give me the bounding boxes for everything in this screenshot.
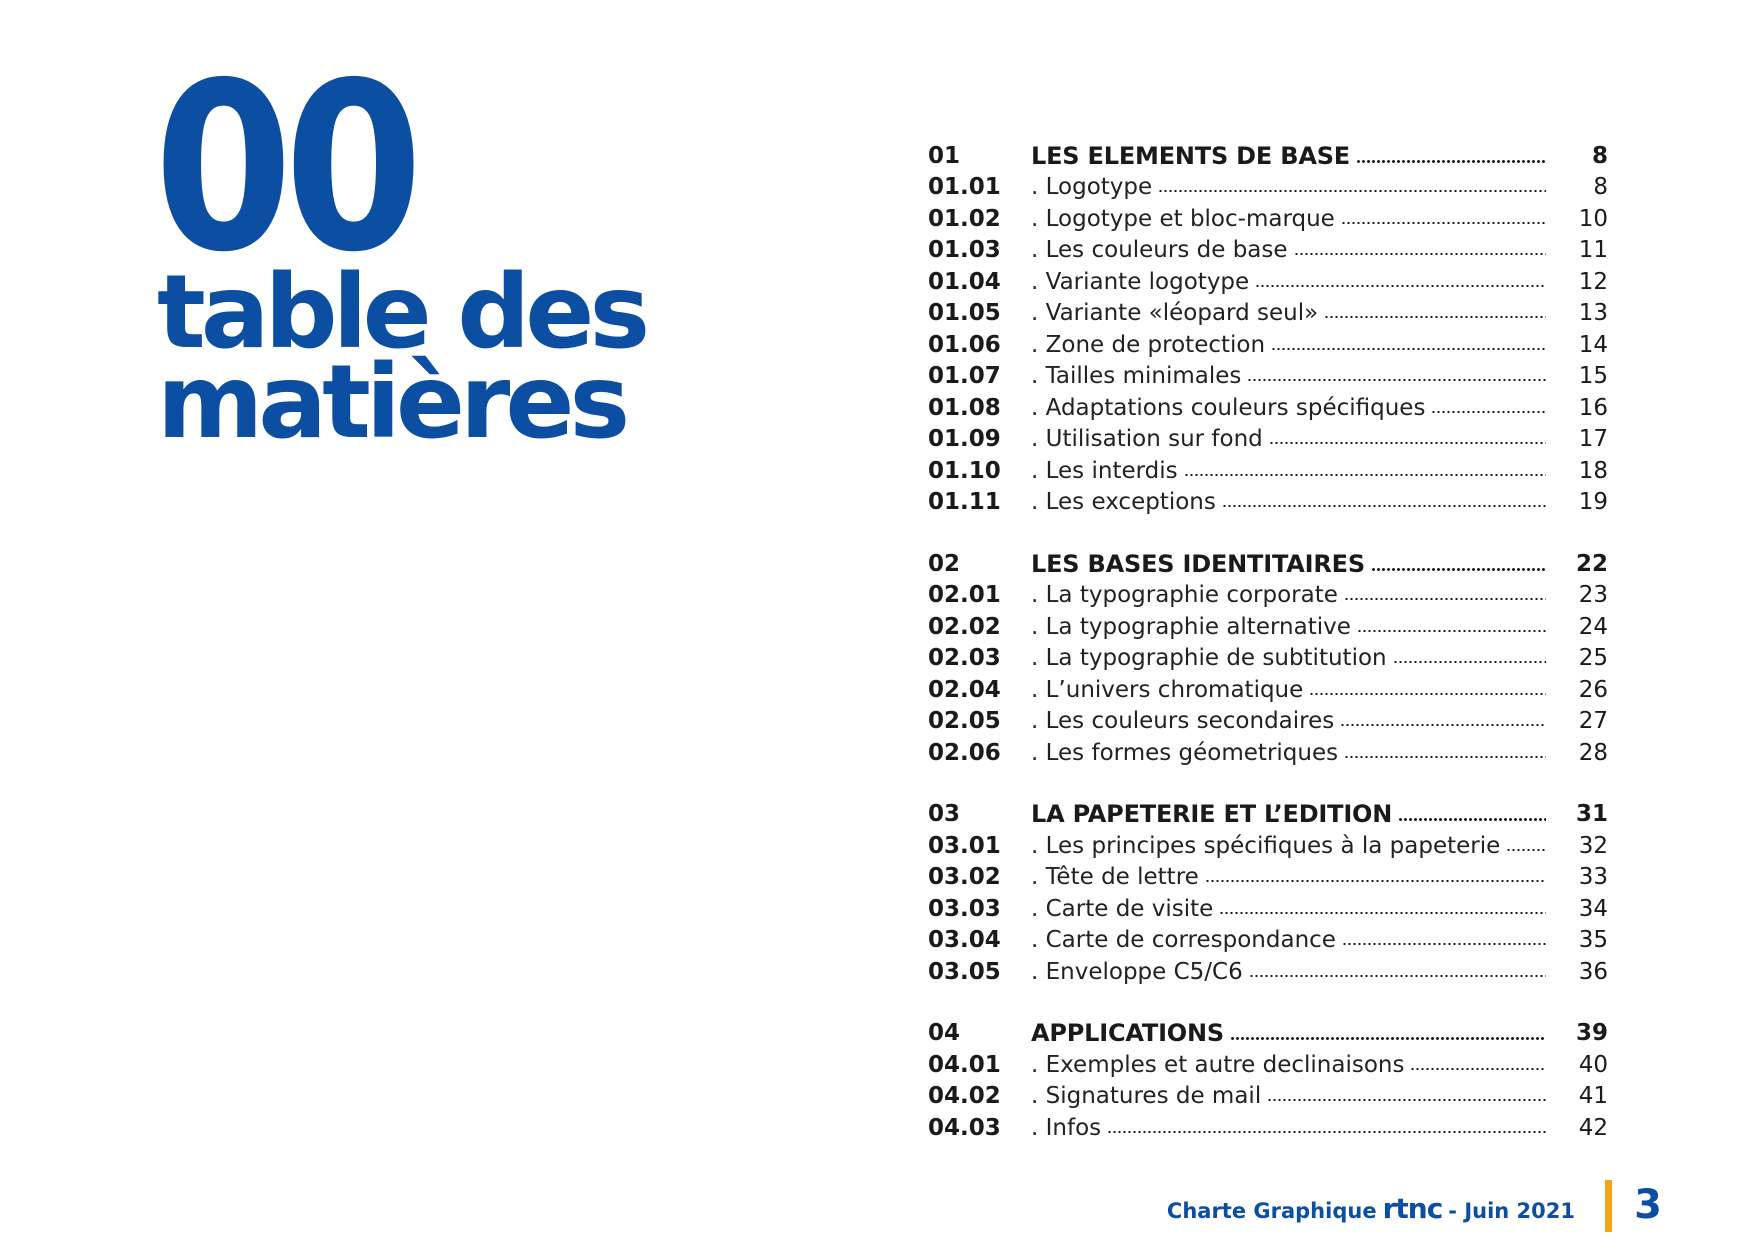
toc-entry-label-wrap bbox=[1031, 959, 1556, 985]
toc-entry-label-wrap bbox=[1031, 864, 1556, 890]
toc-entry-page: 12 bbox=[1578, 268, 1608, 295]
toc-entry[interactable] bbox=[928, 172, 1608, 204]
dot-leader bbox=[1222, 505, 1546, 507]
dot-leader bbox=[1249, 975, 1546, 977]
toc-entry-label: LES ELEMENTS DE BASE bbox=[1031, 141, 1351, 170]
toc-entry[interactable] bbox=[928, 925, 1608, 957]
toc-section bbox=[928, 1018, 1608, 1144]
toc-entry-label: . Carte de correspondance bbox=[1031, 927, 1336, 954]
toc-entry-label-wrap bbox=[1031, 740, 1556, 766]
toc-entry-number: 03.02 bbox=[928, 864, 1001, 891]
toc-entry-number: 03.05 bbox=[928, 958, 1001, 985]
toc-entry[interactable] bbox=[928, 329, 1608, 361]
toc-entry-label-wrap bbox=[1031, 645, 1556, 671]
toc-entry-label: . Tailles minimales bbox=[1031, 363, 1242, 390]
toc-entry[interactable] bbox=[928, 361, 1608, 393]
dot-leader bbox=[1269, 442, 1546, 444]
toc-entry-label-wrap bbox=[1031, 833, 1556, 859]
toc-entry-label: . Les couleurs secondaires bbox=[1031, 708, 1335, 735]
toc-entry-label: . Les interdis bbox=[1031, 457, 1178, 484]
toc-entry-page: 18 bbox=[1578, 457, 1608, 484]
toc-entry-number: 01.09 bbox=[928, 426, 1001, 453]
footer-brand-logo: rtnc bbox=[1382, 1192, 1443, 1225]
toc-entry[interactable] bbox=[928, 203, 1608, 235]
dot-leader bbox=[1205, 880, 1546, 882]
toc-entry-label-wrap bbox=[1031, 363, 1556, 389]
toc-entry-label-wrap bbox=[1031, 677, 1556, 703]
chapter-number: 00 bbox=[154, 33, 415, 303]
table-of-contents bbox=[928, 140, 1608, 1174]
toc-entry-label: . L’univers chromatique bbox=[1031, 676, 1304, 703]
toc-entry-label-wrap bbox=[1031, 458, 1556, 484]
toc-entry[interactable] bbox=[928, 1081, 1608, 1113]
toc-entry[interactable] bbox=[928, 643, 1608, 675]
toc-entry-page: 22 bbox=[1575, 550, 1608, 577]
toc-entry-label-wrap bbox=[1031, 927, 1556, 953]
toc-entry-number: 03.03 bbox=[928, 895, 1001, 922]
toc-entry-number: 02 bbox=[928, 550, 961, 577]
toc-entry-page: 11 bbox=[1578, 237, 1608, 264]
toc-entry-number: 01.03 bbox=[928, 237, 1001, 264]
dot-leader bbox=[1309, 693, 1546, 695]
toc-entry-number: 02.01 bbox=[928, 582, 1001, 609]
dot-leader bbox=[1184, 474, 1546, 476]
toc-entry-number: 01.10 bbox=[928, 457, 1001, 484]
dot-leader bbox=[1398, 818, 1546, 821]
toc-entry-page: 26 bbox=[1578, 676, 1608, 703]
toc-entry-page: 25 bbox=[1578, 645, 1608, 672]
toc-entry-page: 23 bbox=[1578, 582, 1608, 609]
toc-entry-number: 02.02 bbox=[928, 613, 1001, 640]
dot-leader bbox=[1357, 630, 1546, 632]
toc-entry-label-wrap bbox=[1031, 896, 1556, 922]
toc-entry-page: 14 bbox=[1578, 331, 1608, 358]
dot-leader bbox=[1107, 1131, 1546, 1133]
toc-entry-page: 16 bbox=[1578, 394, 1608, 421]
dot-leader bbox=[1219, 912, 1546, 914]
toc-entry[interactable] bbox=[928, 487, 1608, 519]
toc-entry-page: 32 bbox=[1578, 832, 1608, 859]
toc-entry-label-wrap bbox=[1031, 1019, 1556, 1047]
dot-leader bbox=[1341, 222, 1546, 224]
dot-leader bbox=[1344, 756, 1546, 758]
toc-entry-page: 34 bbox=[1578, 895, 1608, 922]
toc-entry-label: . La typographie alternative bbox=[1031, 613, 1351, 640]
toc-entry-label: . Infos bbox=[1031, 1114, 1102, 1141]
toc-entry[interactable] bbox=[928, 611, 1608, 643]
toc-entry-label-wrap bbox=[1031, 269, 1556, 295]
toc-entry-label: . Logotype et bloc-marque bbox=[1031, 205, 1335, 232]
footer-caption bbox=[1167, 1192, 1575, 1225]
toc-entry-label: . Zone de protection bbox=[1031, 331, 1266, 358]
toc-entry[interactable] bbox=[928, 1049, 1608, 1081]
toc-entry-label: . Les formes géometriques bbox=[1031, 739, 1339, 766]
toc-entry-label: . Carte de visite bbox=[1031, 895, 1214, 922]
toc-entry-label-wrap bbox=[1031, 142, 1556, 170]
toc-entry-number: 01.08 bbox=[928, 394, 1001, 421]
toc-entry[interactable] bbox=[928, 392, 1608, 424]
toc-entry[interactable] bbox=[928, 956, 1608, 988]
dot-leader bbox=[1344, 598, 1546, 600]
toc-entry[interactable] bbox=[928, 893, 1608, 925]
toc-entry-page: 41 bbox=[1578, 1083, 1608, 1110]
toc-entry-label-wrap bbox=[1031, 489, 1556, 515]
footer bbox=[1166, 1180, 1670, 1230]
toc-entry-page: 24 bbox=[1578, 613, 1608, 640]
toc-entry[interactable] bbox=[928, 455, 1608, 487]
toc-entry-number: 02.06 bbox=[928, 739, 1001, 766]
toc-entry-label-wrap bbox=[1031, 708, 1556, 734]
dot-leader bbox=[1340, 724, 1546, 726]
toc-section bbox=[928, 799, 1608, 988]
toc-entry-label: . Enveloppe C5/C6 bbox=[1031, 958, 1243, 985]
toc-entry-page: 40 bbox=[1578, 1051, 1608, 1078]
dot-leader bbox=[1158, 190, 1546, 192]
toc-entry-page: 10 bbox=[1578, 205, 1608, 232]
toc-entry-number: 02.05 bbox=[928, 708, 1001, 735]
dot-leader bbox=[1431, 411, 1546, 413]
toc-section-heading[interactable] bbox=[928, 1018, 1608, 1050]
toc-entry-label-wrap bbox=[1031, 426, 1556, 452]
toc-entry-label: LA PAPETERIE ET L’EDITION bbox=[1031, 800, 1393, 829]
toc-entry[interactable] bbox=[928, 580, 1608, 612]
toc-entry[interactable] bbox=[928, 830, 1608, 862]
toc-entry-label: . La typographie corporate bbox=[1031, 582, 1338, 609]
toc-entry-number: 01.06 bbox=[928, 331, 1001, 358]
footer-suffix: - Juin 2021 bbox=[1448, 1199, 1575, 1223]
toc-entry-label: . Exemples et autre declinaisons bbox=[1031, 1051, 1405, 1078]
toc-entry-label: . Les principes spécifiques à la papeterie bbox=[1031, 832, 1501, 859]
toc-entry-page: 28 bbox=[1578, 739, 1608, 766]
toc-entry-label-wrap bbox=[1031, 1083, 1556, 1109]
dot-leader bbox=[1271, 348, 1546, 350]
toc-entry-page: 36 bbox=[1578, 958, 1608, 985]
toc-entry-label-wrap bbox=[1031, 300, 1556, 326]
toc-entry-page: 15 bbox=[1578, 363, 1608, 390]
toc-entry-label: . Les couleurs de base bbox=[1031, 237, 1288, 264]
toc-entry-page: 27 bbox=[1578, 708, 1608, 735]
toc-entry-page: 19 bbox=[1578, 489, 1608, 516]
toc-entry-page: 8 bbox=[1593, 174, 1608, 201]
dot-leader bbox=[1393, 661, 1546, 663]
toc-entry-label-wrap bbox=[1031, 800, 1556, 828]
dot-leader bbox=[1294, 253, 1546, 255]
toc-entry-label: . Adaptations couleurs spécifiques bbox=[1031, 394, 1426, 421]
toc-entry-number: 03 bbox=[928, 801, 961, 828]
toc-entry-label: . Logotype bbox=[1031, 174, 1153, 201]
toc-entry-label-wrap bbox=[1031, 1052, 1556, 1078]
toc-entry-page: 35 bbox=[1578, 927, 1608, 954]
toc-entry-label-wrap bbox=[1031, 582, 1556, 608]
dot-leader bbox=[1356, 160, 1546, 163]
toc-entry-label: . Signatures de mail bbox=[1031, 1083, 1262, 1110]
toc-entry-number: 01.11 bbox=[928, 489, 1001, 516]
toc-entry-page: 39 bbox=[1575, 1020, 1608, 1047]
toc-entry[interactable] bbox=[928, 1112, 1608, 1144]
toc-entry-number: 03.04 bbox=[928, 927, 1001, 954]
toc-entry[interactable] bbox=[928, 706, 1608, 738]
toc-entry-number: 04 bbox=[928, 1020, 961, 1047]
page-number: 3 bbox=[1634, 1182, 1662, 1228]
toc-entry-label: APPLICATIONS bbox=[1031, 1019, 1224, 1048]
toc-entry-label: . Tête de lettre bbox=[1031, 864, 1199, 891]
toc-entry-label: . Variante «léopard seul» bbox=[1031, 300, 1319, 327]
dot-leader bbox=[1324, 316, 1546, 318]
toc-entry-number: 02.04 bbox=[928, 676, 1001, 703]
toc-section bbox=[928, 548, 1608, 769]
dot-leader bbox=[1342, 943, 1546, 945]
toc-entry-page: 17 bbox=[1578, 426, 1608, 453]
footer-divider bbox=[1605, 1180, 1612, 1232]
toc-entry-number: 04.01 bbox=[928, 1051, 1001, 1078]
toc-entry-label-wrap bbox=[1031, 206, 1556, 232]
toc-entry[interactable] bbox=[928, 298, 1608, 330]
toc-entry-number: 04.02 bbox=[928, 1083, 1001, 1110]
toc-entry-label-wrap bbox=[1031, 395, 1556, 421]
toc-entry-label: . Variante logotype bbox=[1031, 268, 1250, 295]
dot-leader bbox=[1506, 849, 1546, 851]
toc-entry-label: . Utilisation sur fond bbox=[1031, 426, 1263, 453]
dot-leader bbox=[1371, 568, 1546, 571]
toc-entry-label-wrap bbox=[1031, 614, 1556, 640]
toc-entry-label-wrap bbox=[1031, 550, 1556, 578]
toc-entry-label-wrap bbox=[1031, 1115, 1556, 1141]
toc-entry[interactable] bbox=[928, 674, 1608, 706]
toc-entry-number: 01.07 bbox=[928, 363, 1001, 390]
page-title: table des matières bbox=[157, 253, 646, 462]
dot-leader bbox=[1267, 1099, 1546, 1101]
toc-entry-page: 42 bbox=[1578, 1114, 1608, 1141]
toc-entry[interactable] bbox=[928, 266, 1608, 298]
dot-leader bbox=[1230, 1037, 1546, 1040]
toc-entry[interactable] bbox=[928, 862, 1608, 894]
toc-entry-label-wrap bbox=[1031, 237, 1556, 263]
toc-entry-page: 33 bbox=[1578, 864, 1608, 891]
toc-section bbox=[928, 140, 1608, 518]
toc-entry-label: . La typographie de subtitution bbox=[1031, 645, 1387, 672]
toc-entry-label-wrap bbox=[1031, 174, 1556, 200]
toc-entry-number: 01.04 bbox=[928, 268, 1001, 295]
toc-entry-number: 02.03 bbox=[928, 645, 1001, 672]
toc-section-heading[interactable] bbox=[928, 140, 1608, 172]
toc-section-heading[interactable] bbox=[928, 548, 1608, 580]
toc-section-heading[interactable] bbox=[928, 799, 1608, 831]
dot-leader bbox=[1247, 379, 1546, 381]
toc-entry-page: 13 bbox=[1578, 300, 1608, 327]
toc-entry-label: LES BASES IDENTITAIRES bbox=[1031, 549, 1365, 578]
toc-entry-number: 04.03 bbox=[928, 1114, 1001, 1141]
toc-entry[interactable] bbox=[928, 424, 1608, 456]
toc-entry-label-wrap bbox=[1031, 332, 1556, 358]
toc-entry-number: 01 bbox=[928, 142, 961, 169]
toc-entry[interactable] bbox=[928, 235, 1608, 267]
dot-leader bbox=[1255, 285, 1546, 287]
toc-entry-number: 01.02 bbox=[928, 205, 1001, 232]
toc-entry-page: 31 bbox=[1575, 801, 1608, 828]
footer-prefix: Charte Graphique bbox=[1166, 1199, 1377, 1223]
toc-entry-label: . Les exceptions bbox=[1031, 489, 1216, 516]
toc-entry[interactable] bbox=[928, 737, 1608, 769]
toc-entry-number: 01.05 bbox=[928, 300, 1001, 327]
dot-leader bbox=[1410, 1068, 1546, 1070]
toc-entry-number: 03.01 bbox=[928, 832, 1001, 859]
toc-entry-number: 01.01 bbox=[928, 174, 1001, 201]
toc-entry-page: 8 bbox=[1591, 142, 1608, 169]
